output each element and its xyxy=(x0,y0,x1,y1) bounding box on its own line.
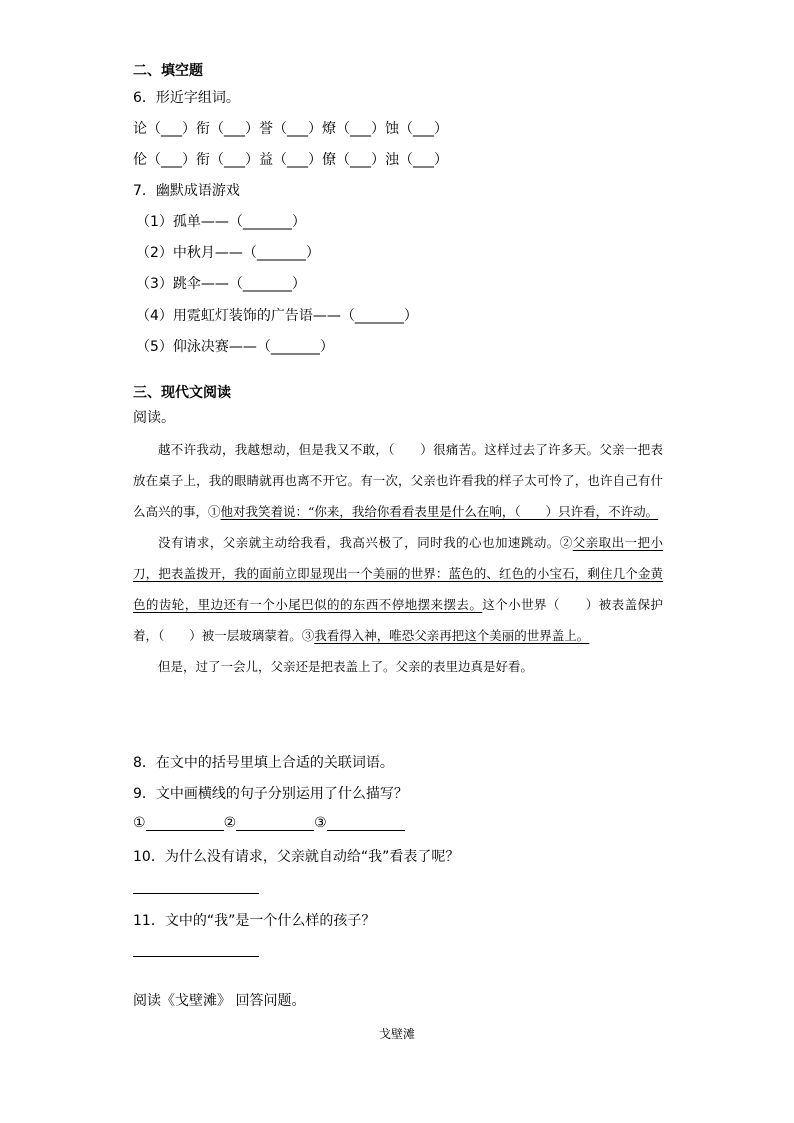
question-7-prompt: 7．幽默成语游戏 xyxy=(133,183,240,199)
passage-text: 这个小世界（ ）被表盖保护着，（ ）被一层玻璃蒙着。③ xyxy=(133,597,663,643)
passage-title: 戈壁滩 xyxy=(378,1027,415,1041)
question-7-item-3: （3）跳伞——（_______） xyxy=(136,276,306,292)
question-6-row-1: 论（___）衔（___）誉（___）燎（___）蚀（___） xyxy=(133,121,448,137)
reading-intro: 阅读。 xyxy=(133,410,175,426)
underlined-sentence-1: 他对我笑着说：“你来，我给你看看表里是什么在响，（ ）只许看，不许动。 xyxy=(220,504,659,519)
answer-mark-2: ② xyxy=(223,815,237,831)
question-9-answer-row xyxy=(133,814,405,831)
passage-text: 没有请求，父亲就主动给我看，我高兴极了，同时我的心也加速跳动。② xyxy=(158,535,573,550)
question-6-prompt: 6．形近字组词。 xyxy=(133,90,240,106)
passage-paragraph-3: 但是，过了一会儿，父亲还是把表盖上了。父亲的表里边真是好看。 xyxy=(158,659,534,674)
section-heading-fill-blank: 二、填空题 xyxy=(133,63,203,79)
question-10-answer-line[interactable] xyxy=(133,893,259,894)
answer-mark-3: ③ xyxy=(314,815,327,831)
answer-blank-1[interactable] xyxy=(146,814,224,831)
question-6-row-2: 伦（___）衔（___）益（___）僚（___）浊（___） xyxy=(133,152,448,168)
question-7-item-5: （5）仰泳决赛——（_______） xyxy=(136,339,334,355)
passage-paragraph-1 xyxy=(133,434,663,527)
question-11-answer-line[interactable] xyxy=(133,956,259,957)
next-reading-intro: 阅读《戈壁滩》 回答问题。 xyxy=(133,993,306,1009)
question-8: 8．在文中的括号里填上合适的关联词语。 xyxy=(133,755,394,771)
underlined-sentence-3: 我看得入神，唯恐父亲再把这个美丽的世界盖上。 xyxy=(314,628,590,643)
question-9: 9．文中画横线的句子分别运用了什么描写？ xyxy=(133,786,408,802)
question-7-item-1: （1）孤单——（_______） xyxy=(136,214,306,230)
underlined-sentence-2: 父亲取出一把小刀，把表盖拨开，我的面前立即显现出一个美丽的世界：蓝色的、红色的小宝石，剩住几个金黄色的齿轮，里边还有一个小尾巴似的的东西不停地摆来摆去。 xyxy=(133,535,663,612)
question-7-item-2: （2）中秋月——（_______） xyxy=(136,245,320,261)
answer-mark-1: ① xyxy=(133,815,146,831)
section-heading-reading: 三、现代文阅读 xyxy=(133,385,231,401)
answer-blank-2[interactable] xyxy=(236,814,314,831)
question-10: 10．为什么没有请求，父亲就自动给“我”看表了呢？ xyxy=(133,849,460,865)
question-11: 11．文中的“我”是一个什么样的孩子？ xyxy=(133,913,376,929)
reading-passage xyxy=(133,434,663,682)
question-7-item-4: （4）用霓虹灯装饰的广告语——（_______） xyxy=(136,308,418,324)
passage-paragraph-2 xyxy=(133,527,663,651)
answer-blank-3[interactable] xyxy=(327,814,405,831)
passage-text: 越不许我动，我越想动，但是我又不敢，（ ）很痛苦。这样过去了许多天。父亲一把表放在桌子上，我的眼睛就再也离不开它。有一次，父亲也许看我的样子太可怜了，也许自己有什么高兴的事，① xyxy=(133,442,663,519)
